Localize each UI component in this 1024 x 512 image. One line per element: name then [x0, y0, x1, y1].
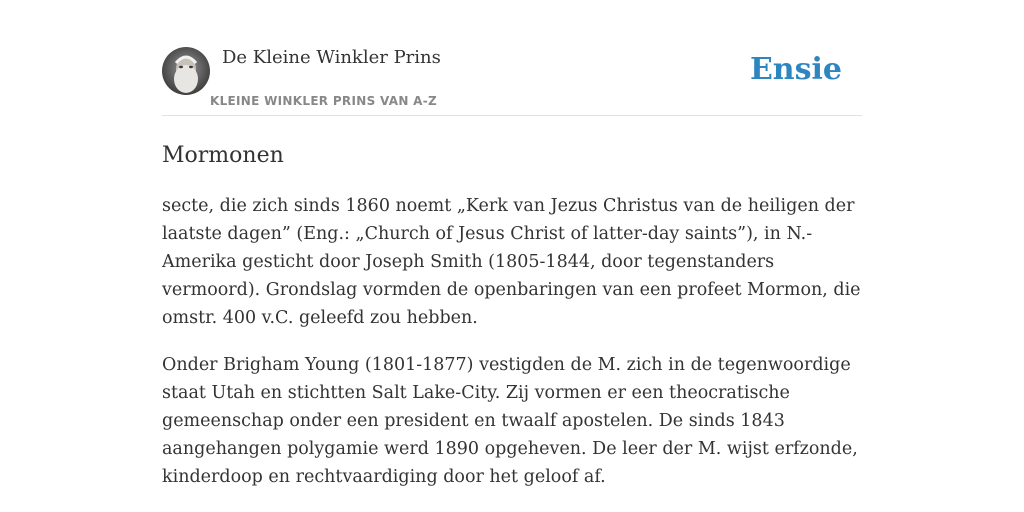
article-paragraph: Onder Brigham Young (1801-1877) vestigden de M. zich in de tegenwoordige staat Utah en stichtten Salt Lake-City. Zij vormen er een theocratische gemeenschap onder een president en twaalf apostelen. De sinds 1843 aangehangen polygamie werd 1890 opgeheven. De leer der M. wijst erfzonde, kinderdoop en rechtvaardiging door het geloof af.: [162, 355, 858, 487]
article-body: [162, 192, 862, 491]
avatar[interactable]: [162, 47, 210, 95]
source-subtitle[interactable]: KLEINE WINKLER PRINS VAN A-Z: [210, 94, 438, 108]
article-title: Mormonen: [162, 143, 284, 168]
page-header: [162, 0, 862, 116]
brand-logo[interactable]: Ensie: [749, 52, 842, 87]
page-container: [162, 0, 862, 510]
source-title[interactable]: De Kleine Winkler Prins: [222, 47, 441, 68]
portrait-icon: [162, 47, 210, 95]
article-paragraph: secte, die zich sinds 1860 noemt „Kerk van Jezus Christus van de heiligen der laatste dagen” (Eng.: „Church of Jesus Christ of latter-day saints”), in N.-Amerika gesticht door Joseph Smith (1805-1844, door tegenstanders vermoord). Grondslag vormden de openbaringen van een profeet Mormon, die omstr. 400 v.C. geleefd zou hebben.: [162, 196, 861, 328]
